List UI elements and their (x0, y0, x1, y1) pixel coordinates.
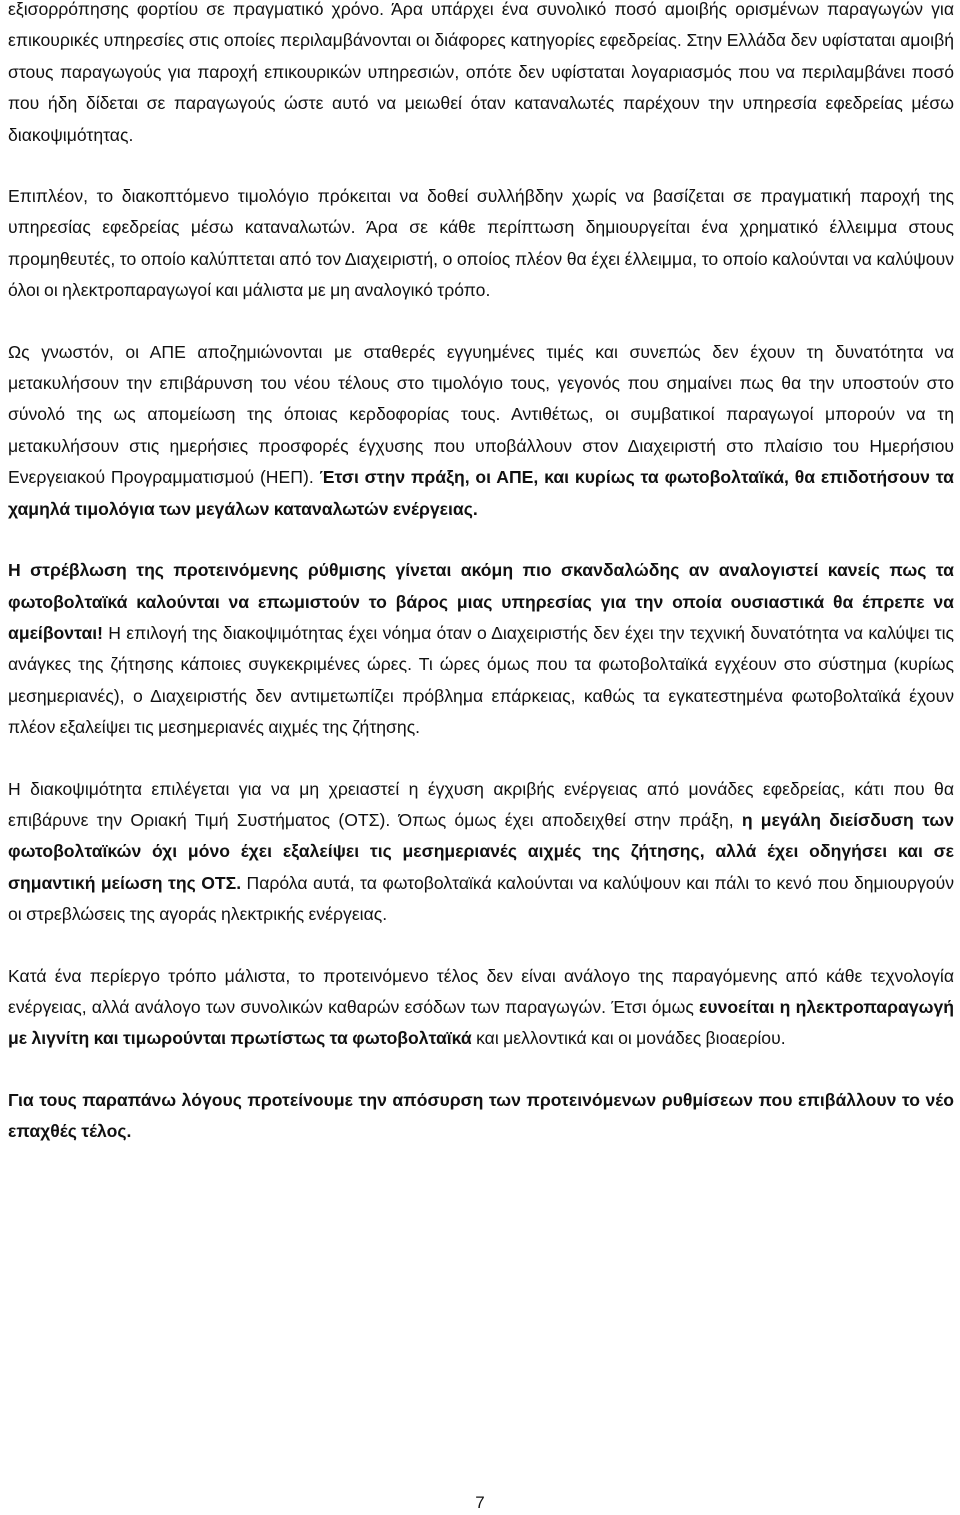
paragraph-7-emphasis: Για τους παραπάνω λόγους προτείνουμε την απόσυρση των προτεινόμενων ρυθμίσεων που επιβάλλουν το νέο επαχθές τέλος. (8, 1089, 954, 1142)
paragraph-3-text: Ως γνωστόν, οι ΑΠΕ αποζημιώνονται με σταθερές εγγυημένες τιμές και συνεπώς δεν έχουν τη δυνατότητα να μετακυλήσουν την επιβάρυνση του νέου τέλους στο τιμολόγιο τους, γεγονός που σημαίνει πως θα την υποστούν στο σύνολό της ως απομείωση της όποιας κερδοφορίας τους. Αντιθέτως, οι συμβατικοί παραγωγοί μπορούν να τη μετακυλήσουν στις ημερήσιες προσφορές έγχυσης που υποβάλλουν στον Διαχειριστή στο πλαίσιο του Ημερήσιου Ενεργειακού Προγραμματισμού (ΗΕΠ). (8, 341, 954, 488)
paragraph-5-emphasis: η μεγάλη διείσδυση των φωτοβολταϊκών όχι μόνο έχει εξαλείψει τις μεσημεριανές αιχμές της ζήτησης, αλλά έχει οδηγήσει και σε σημαντική μείωση της ΟΤΣ. (8, 809, 954, 893)
paragraph-6-text-end: και μελλοντικά και οι μονάδες βιοαερίου. (471, 1028, 786, 1049)
paragraph-gap (8, 1055, 954, 1085)
paragraph-1 (8, 0, 954, 151)
paragraph-2 (8, 181, 954, 307)
paragraph-gap (8, 525, 954, 555)
paragraph-6-emphasis: ευνοείται η ηλεκτροπαραγωγή με λιγνίτη και τιμωρούνται πρωτίστως τα φωτοβολταϊκά (8, 996, 954, 1049)
paragraph-4-emphasis: Η στρέβλωση της προτεινόμενης ρύθμισης γίνεται ακόμη πιο σκανδαλώδης αν αναλογιστεί κανείς πως τα φωτοβολταϊκά καλούνται να επωμιστούν το βάρος μιας υπηρεσίας για την οποία ουσιαστικά θα έπρεπε να αμείβονται! (8, 560, 954, 643)
paragraph-3-emphasis: Έτσι στην πράξη, οι ΑΠΕ, και κυρίως τα φωτοβολταϊκά, θα επιδοτήσουν τα χαμηλά τιμολόγια των μεγάλων καταναλωτών ενέργειας. (8, 467, 954, 519)
paragraph-gap (8, 307, 954, 337)
paragraph-5-text-end: Παρόλα αυτά, τα φωτοβολταϊκά καλούνται να καλύψουν και πάλι το κενό που δημιουργούν οι στρεβλώσεις της αγοράς ηλεκτρικής ενέργειας. (8, 872, 954, 925)
paragraph-2-text: Επιπλέον, το διακοπτόμενο τιμολόγιο πρόκειται να δοθεί συλλήβδην χωρίς να βασίζεται σε πραγματική παροχή της υπηρεσίας εφεδρείας μέσω καταναλωτών. Άρα σε κάθε περίπτωση δημιουργείται ένα χρηματικό έλλειμμα στους προμηθευτές, το οποίο καλύπτεται από τον Διαχειριστή, ο οποίος πλέον θα έχει έλλειμμα, το οποίο καλούνται να καλύψουν όλοι οι ηλεκτροπαραγωγοί και μάλιστα με μη αναλογικό τρόπο. (8, 186, 954, 301)
paragraph-7-conclusion (8, 1085, 954, 1148)
paragraph-gap (8, 151, 954, 181)
paragraph-gap (8, 931, 954, 961)
document-page (8, 0, 954, 1148)
paragraph-4 (8, 555, 954, 743)
paragraph-1-text: εξισορρόπησης φορτίου σε πραγματικό χρόνο. Άρα υπάρχει ένα συνολικό ποσό αμοιβής ορισμένων παραγωγών για επικουρικές υπηρεσίες στις οποίες περιλαμβάνονται οι διάφορες κατηγορίες εφεδρείας. Στην Ελλάδα δεν υφίσταται αμοιβή στους παραγωγούς για παροχή επικουρικών υπηρεσιών, οπότε δεν υφίσταται λογαριασμός που να περιλαμβάνει ποσό που ήδη δίδεται σε παραγωγούς ώστε αυτό να μειωθεί όταν καταναλωτές παρέχουν την υπηρεσία εφεδρείας μέσω διακοψιμότητας. (8, 0, 954, 145)
paragraph-3 (8, 337, 954, 525)
paragraph-6 (8, 961, 954, 1055)
page-number: 7 (475, 1493, 485, 1512)
paragraph-gap (8, 744, 954, 774)
paragraph-5 (8, 774, 954, 931)
paragraph-4-text: Η επιλογή της διακοψιμότητας έχει νόημα όταν ο Διαχειριστής δεν έχει την τεχνική δυνατότητα να καλύψει τις ανάγκες της ζήτησης κάποιες συγκεκριμένες ώρες. Τι ώρες όμως που τα φωτοβολταϊκά εγχέουν στο σύστημα (κυρίως μεσημεριανές), ο Διαχειριστής δεν αντιμετωπίζει πρόβλημα επάρκειας, καθώς τα εγκατεστημένα φωτοβολταϊκά έχουν πλέον εξαλείψει τις μεσημεριανές αιχμές της ζήτησης. (8, 622, 954, 738)
paragraph-5-text-start: Η διακοψιμότητα επιλέγεται για να μη χρειαστεί η έγχυση ακριβής ενέργειας από μονάδες εφεδρείας, κάτι που θα επιβάρυνε την Οριακή Τιμή Συστήματος (ΟΤΣ). Όπως όμως έχει αποδειχθεί στην πράξη, (8, 778, 954, 830)
paragraph-6-text-start: Κατά ένα περίεργο τρόπο μάλιστα, το προτεινόμενο τέλος δεν είναι ανάλογο της παραγόμενης από κάθε τεχνολογία ενέργειας, αλλά ανάλογο των συνολικών καθαρών εσόδων των παραγωγών. Έτσι όμως (8, 965, 954, 1017)
